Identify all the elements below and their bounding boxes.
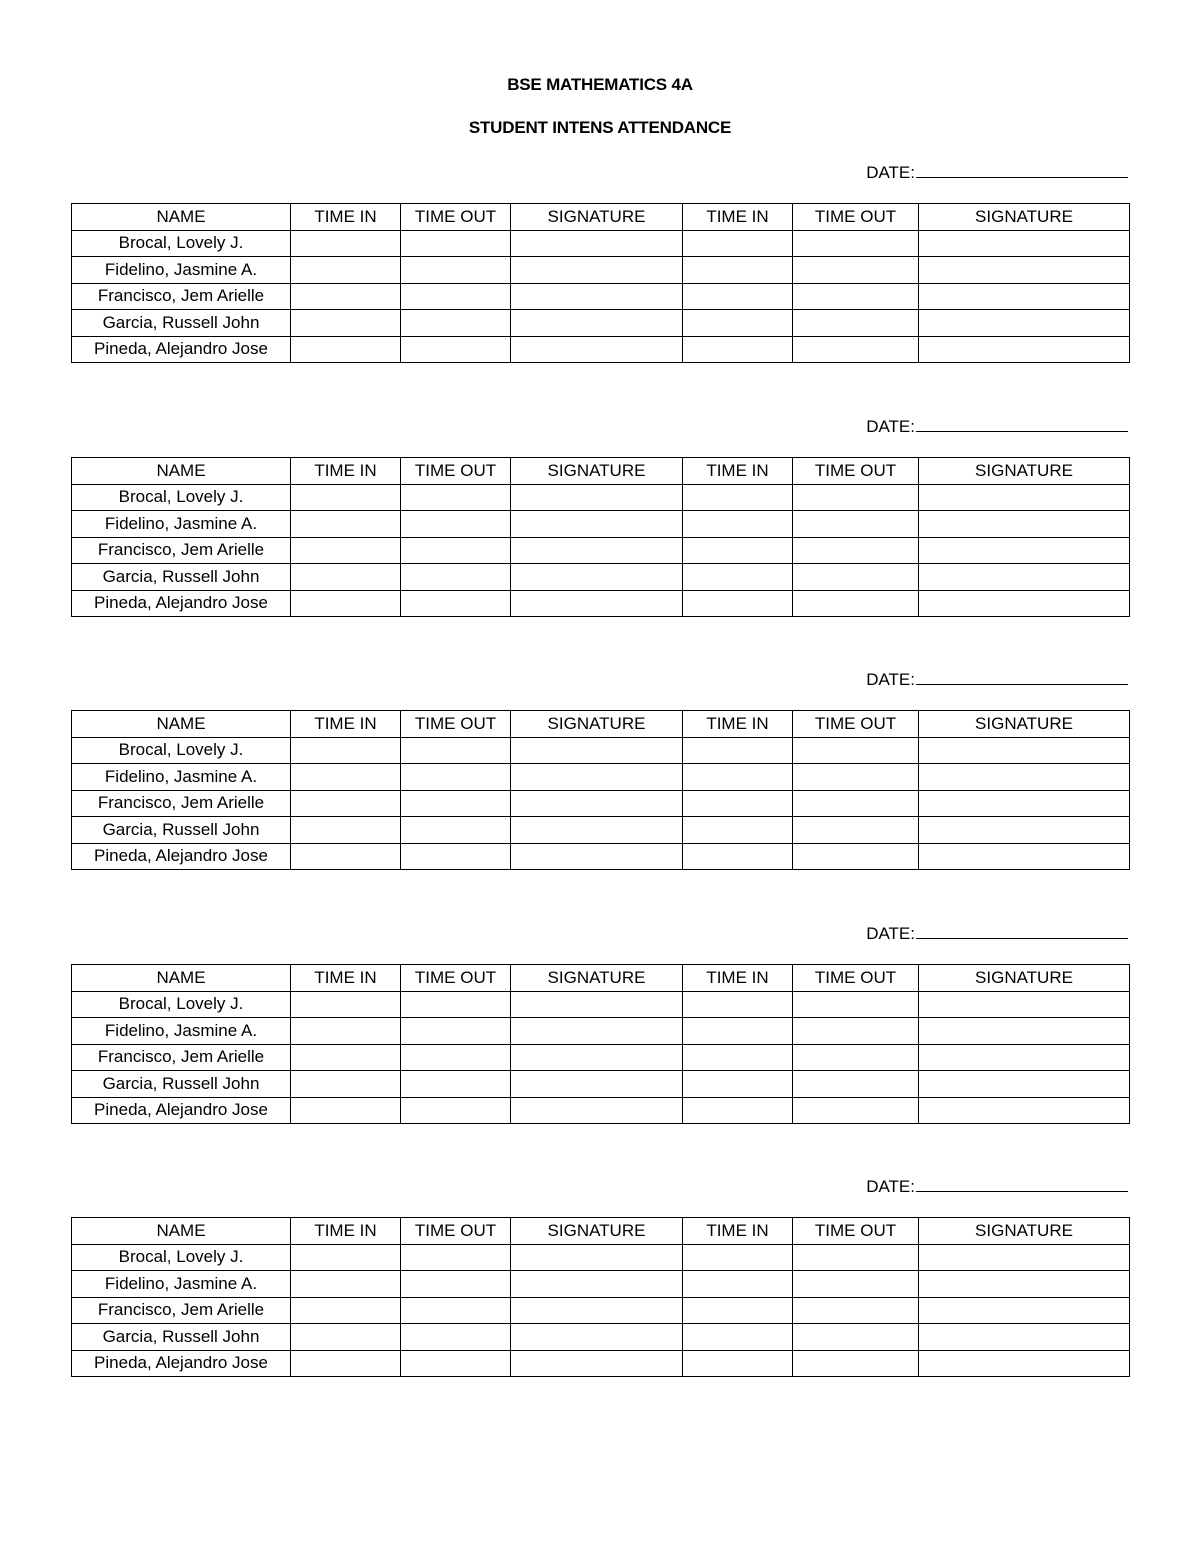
attendance-cell[interactable] <box>401 790 511 817</box>
attendance-cell[interactable] <box>919 991 1130 1018</box>
attendance-cell[interactable] <box>793 817 919 844</box>
attendance-cell[interactable] <box>793 537 919 564</box>
attendance-cell[interactable] <box>401 257 511 284</box>
attendance-cell[interactable] <box>919 1018 1130 1045</box>
attendance-cell[interactable] <box>401 817 511 844</box>
table-row <box>72 991 1130 1018</box>
attendance-cell[interactable] <box>793 257 919 284</box>
attendance-cell[interactable] <box>919 511 1130 538</box>
attendance-cell[interactable] <box>683 1350 793 1377</box>
attendance-cell[interactable] <box>511 1271 683 1298</box>
table-header-row <box>72 711 1130 738</box>
date-label: DATE: <box>866 670 915 689</box>
attendance-cell[interactable] <box>511 1297 683 1324</box>
attendance-cell[interactable] <box>511 564 683 591</box>
attendance-cell[interactable] <box>291 1271 401 1298</box>
column-header: NAME <box>72 204 291 231</box>
column-header: SIGNATURE <box>511 1218 683 1245</box>
attendance-cell[interactable] <box>919 1071 1130 1098</box>
column-header: TIME OUT <box>793 711 919 738</box>
attendance-cell[interactable] <box>919 737 1130 764</box>
attendance-cell[interactable] <box>511 310 683 337</box>
attendance-cell[interactable] <box>683 764 793 791</box>
date-field[interactable] <box>916 1177 1128 1192</box>
student-name: Garcia, Russell John <box>72 1071 291 1098</box>
student-name: Brocal, Lovely J. <box>72 737 291 764</box>
attendance-cell[interactable] <box>919 283 1130 310</box>
attendance-cell[interactable] <box>291 484 401 511</box>
attendance-cell[interactable] <box>511 817 683 844</box>
attendance-cell[interactable] <box>919 1297 1130 1324</box>
student-name: Pineda, Alejandro Jose <box>72 1350 291 1377</box>
table-row <box>72 257 1130 284</box>
attendance-cell[interactable] <box>683 1097 793 1124</box>
table-row <box>72 230 1130 257</box>
attendance-cell[interactable] <box>793 843 919 870</box>
attendance-cell[interactable] <box>793 590 919 617</box>
column-header: SIGNATURE <box>919 965 1130 992</box>
student-name: Brocal, Lovely J. <box>72 484 291 511</box>
student-name: Fidelino, Jasmine A. <box>72 1018 291 1045</box>
table-row <box>72 1044 1130 1071</box>
attendance-cell[interactable] <box>793 283 919 310</box>
attendance-cell[interactable] <box>511 1044 683 1071</box>
attendance-cell[interactable] <box>683 537 793 564</box>
student-name: Brocal, Lovely J. <box>72 991 291 1018</box>
column-header: NAME <box>72 965 291 992</box>
table-row <box>72 310 1130 337</box>
attendance-cell[interactable] <box>683 737 793 764</box>
attendance-cell[interactable] <box>919 1044 1130 1071</box>
attendance-cell[interactable] <box>919 564 1130 591</box>
attendance-cell[interactable] <box>511 1071 683 1098</box>
attendance-cell[interactable] <box>793 1244 919 1271</box>
course-title: BSE MATHEMATICS 4A <box>507 75 693 94</box>
column-header: TIME IN <box>683 1218 793 1245</box>
attendance-cell[interactable] <box>401 764 511 791</box>
student-name: Garcia, Russell John <box>72 817 291 844</box>
table-row <box>72 537 1130 564</box>
attendance-cell[interactable] <box>683 991 793 1018</box>
attendance-cell[interactable] <box>919 1350 1130 1377</box>
date-label: DATE: <box>866 1177 915 1196</box>
attendance-cell[interactable] <box>683 1018 793 1045</box>
attendance-cell[interactable] <box>291 1350 401 1377</box>
table-row <box>72 843 1130 870</box>
attendance-cell[interactable] <box>401 737 511 764</box>
table-row <box>72 1324 1130 1351</box>
attendance-cell[interactable] <box>511 1244 683 1271</box>
table-row <box>72 737 1130 764</box>
attendance-cell[interactable] <box>793 991 919 1018</box>
column-header: TIME OUT <box>401 1218 511 1245</box>
table-header-row <box>72 965 1130 992</box>
attendance-cell[interactable] <box>401 590 511 617</box>
attendance-cell[interactable] <box>511 991 683 1018</box>
attendance-cell[interactable] <box>919 310 1130 337</box>
attendance-cell[interactable] <box>683 283 793 310</box>
attendance-cell[interactable] <box>511 230 683 257</box>
attendance-cell[interactable] <box>291 257 401 284</box>
student-name: Brocal, Lovely J. <box>72 1244 291 1271</box>
attendance-cell[interactable] <box>401 1044 511 1071</box>
attendance-cell[interactable] <box>511 537 683 564</box>
attendance-cell[interactable] <box>511 764 683 791</box>
column-header: TIME IN <box>683 204 793 231</box>
attendance-cell[interactable] <box>401 283 511 310</box>
attendance-cell[interactable] <box>511 737 683 764</box>
column-header: TIME OUT <box>401 711 511 738</box>
attendance-cell[interactable] <box>511 590 683 617</box>
column-header: SIGNATURE <box>511 711 683 738</box>
table-header-row <box>72 458 1130 485</box>
attendance-cell[interactable] <box>683 1244 793 1271</box>
date-line <box>866 417 1128 437</box>
attendance-cell[interactable] <box>683 590 793 617</box>
column-header: SIGNATURE <box>511 965 683 992</box>
date-field[interactable] <box>916 417 1128 432</box>
attendance-cell[interactable] <box>401 336 511 363</box>
attendance-cell[interactable] <box>793 1271 919 1298</box>
attendance-cell[interactable] <box>291 1244 401 1271</box>
column-header: SIGNATURE <box>919 1218 1130 1245</box>
attendance-cell[interactable] <box>793 1018 919 1045</box>
table-header-row <box>72 204 1130 231</box>
attendance-cell[interactable] <box>291 1097 401 1124</box>
attendance-cell[interactable] <box>793 564 919 591</box>
date-field[interactable] <box>916 163 1128 178</box>
column-header: TIME IN <box>291 1218 401 1245</box>
attendance-table <box>71 964 1130 1124</box>
attendance-cell[interactable] <box>401 1271 511 1298</box>
attendance-cell[interactable] <box>511 283 683 310</box>
student-name: Fidelino, Jasmine A. <box>72 257 291 284</box>
table-row <box>72 817 1130 844</box>
attendance-cell[interactable] <box>683 1071 793 1098</box>
attendance-cell[interactable] <box>511 511 683 538</box>
column-header: TIME IN <box>291 204 401 231</box>
table-header-row <box>72 1218 1130 1245</box>
attendance-cell[interactable] <box>291 511 401 538</box>
attendance-cell[interactable] <box>511 843 683 870</box>
attendance-cell[interactable] <box>291 790 401 817</box>
attendance-cell[interactable] <box>401 1071 511 1098</box>
table-row <box>72 1071 1130 1098</box>
attendance-cell[interactable] <box>511 1324 683 1351</box>
attendance-cell[interactable] <box>919 1271 1130 1298</box>
attendance-cell[interactable] <box>683 817 793 844</box>
attendance-cell[interactable] <box>793 1324 919 1351</box>
student-name: Fidelino, Jasmine A. <box>72 764 291 791</box>
attendance-cell[interactable] <box>291 230 401 257</box>
column-header: TIME OUT <box>401 965 511 992</box>
column-header: NAME <box>72 458 291 485</box>
table-row <box>72 1097 1130 1124</box>
attendance-cell[interactable] <box>401 991 511 1018</box>
attendance-cell[interactable] <box>793 230 919 257</box>
student-name: Garcia, Russell John <box>72 1324 291 1351</box>
attendance-cell[interactable] <box>291 590 401 617</box>
column-header: TIME OUT <box>401 458 511 485</box>
column-header: SIGNATURE <box>919 711 1130 738</box>
attendance-cell[interactable] <box>401 1297 511 1324</box>
column-header: TIME IN <box>291 711 401 738</box>
student-name: Pineda, Alejandro Jose <box>72 590 291 617</box>
attendance-cell[interactable] <box>793 1097 919 1124</box>
column-header: TIME OUT <box>793 458 919 485</box>
attendance-cell[interactable] <box>401 1018 511 1045</box>
student-name: Brocal, Lovely J. <box>72 230 291 257</box>
table-row <box>72 336 1130 363</box>
attendance-cell[interactable] <box>291 1324 401 1351</box>
attendance-cell[interactable] <box>683 484 793 511</box>
attendance-cell[interactable] <box>401 1244 511 1271</box>
attendance-cell[interactable] <box>683 564 793 591</box>
student-name: Francisco, Jem Arielle <box>72 1044 291 1071</box>
attendance-cell[interactable] <box>793 790 919 817</box>
attendance-cell[interactable] <box>401 843 511 870</box>
column-header: TIME OUT <box>793 204 919 231</box>
attendance-cell[interactable] <box>291 1018 401 1045</box>
attendance-cell[interactable] <box>683 1324 793 1351</box>
table-row <box>72 1297 1130 1324</box>
attendance-table <box>71 710 1130 870</box>
attendance-cell[interactable] <box>793 336 919 363</box>
attendance-cell[interactable] <box>401 310 511 337</box>
attendance-cell[interactable] <box>919 843 1130 870</box>
attendance-cell[interactable] <box>793 1350 919 1377</box>
attendance-cell[interactable] <box>401 1324 511 1351</box>
attendance-cell[interactable] <box>683 1271 793 1298</box>
student-name: Fidelino, Jasmine A. <box>72 511 291 538</box>
attendance-cell[interactable] <box>291 817 401 844</box>
attendance-cell[interactable] <box>919 790 1130 817</box>
student-name: Francisco, Jem Arielle <box>72 537 291 564</box>
attendance-cell[interactable] <box>291 764 401 791</box>
attendance-cell[interactable] <box>401 564 511 591</box>
attendance-cell[interactable] <box>793 1044 919 1071</box>
column-header: SIGNATURE <box>919 458 1130 485</box>
date-field[interactable] <box>916 924 1128 939</box>
table-row <box>72 1244 1130 1271</box>
attendance-cell[interactable] <box>683 790 793 817</box>
student-name: Garcia, Russell John <box>72 564 291 591</box>
column-header: TIME OUT <box>793 1218 919 1245</box>
student-name: Francisco, Jem Arielle <box>72 1297 291 1324</box>
table-row <box>72 511 1130 538</box>
attendance-cell[interactable] <box>919 1244 1130 1271</box>
attendance-cell[interactable] <box>683 1044 793 1071</box>
attendance-table <box>71 1217 1130 1377</box>
column-header: SIGNATURE <box>511 204 683 231</box>
column-header: NAME <box>72 1218 291 1245</box>
student-name: Pineda, Alejandro Jose <box>72 336 291 363</box>
attendance-cell[interactable] <box>511 484 683 511</box>
attendance-cell[interactable] <box>793 737 919 764</box>
attendance-cell[interactable] <box>291 843 401 870</box>
attendance-cell[interactable] <box>511 257 683 284</box>
attendance-cell[interactable] <box>793 310 919 337</box>
attendance-cell[interactable] <box>793 1071 919 1098</box>
table-row <box>72 283 1130 310</box>
student-name: Fidelino, Jasmine A. <box>72 1271 291 1298</box>
date-line <box>866 670 1128 690</box>
attendance-cell[interactable] <box>683 310 793 337</box>
table-row <box>72 790 1130 817</box>
attendance-cell[interactable] <box>401 537 511 564</box>
attendance-cell[interactable] <box>511 790 683 817</box>
attendance-cell[interactable] <box>793 764 919 791</box>
attendance-cell[interactable] <box>793 511 919 538</box>
table-row <box>72 1018 1130 1045</box>
attendance-cell[interactable] <box>291 1297 401 1324</box>
attendance-cell[interactable] <box>793 1297 919 1324</box>
date-line <box>866 163 1128 183</box>
attendance-cell[interactable] <box>919 537 1130 564</box>
attendance-table <box>71 203 1130 363</box>
attendance-cell[interactable] <box>291 737 401 764</box>
attendance-cell[interactable] <box>683 257 793 284</box>
table-row <box>72 1350 1130 1377</box>
attendance-cell[interactable] <box>401 1097 511 1124</box>
attendance-cell[interactable] <box>683 511 793 538</box>
attendance-cell[interactable] <box>401 230 511 257</box>
attendance-cell[interactable] <box>683 336 793 363</box>
student-name: Francisco, Jem Arielle <box>72 790 291 817</box>
attendance-cell[interactable] <box>291 537 401 564</box>
table-row <box>72 1271 1130 1298</box>
attendance-cell[interactable] <box>401 511 511 538</box>
attendance-cell[interactable] <box>511 1350 683 1377</box>
student-name: Garcia, Russell John <box>72 310 291 337</box>
column-header: SIGNATURE <box>919 204 1130 231</box>
attendance-cell[interactable] <box>683 843 793 870</box>
column-header: TIME IN <box>683 711 793 738</box>
attendance-cell[interactable] <box>919 764 1130 791</box>
attendance-cell[interactable] <box>401 1350 511 1377</box>
column-header: TIME IN <box>291 458 401 485</box>
attendance-cell[interactable] <box>401 484 511 511</box>
column-header: TIME OUT <box>793 965 919 992</box>
attendance-cell[interactable] <box>291 310 401 337</box>
attendance-cell[interactable] <box>291 1044 401 1071</box>
column-header: TIME IN <box>683 458 793 485</box>
attendance-cell[interactable] <box>919 590 1130 617</box>
attendance-cell[interactable] <box>919 1097 1130 1124</box>
sheet-title: STUDENT INTENS ATTENDANCE <box>468 118 732 137</box>
column-header: TIME IN <box>291 965 401 992</box>
attendance-cell[interactable] <box>919 257 1130 284</box>
attendance-table <box>71 457 1130 617</box>
date-field[interactable] <box>916 670 1128 685</box>
table-row <box>72 484 1130 511</box>
attendance-cell[interactable] <box>919 817 1130 844</box>
column-header: NAME <box>72 711 291 738</box>
attendance-cell[interactable] <box>511 336 683 363</box>
attendance-cell[interactable] <box>683 1297 793 1324</box>
column-header: TIME IN <box>683 965 793 992</box>
column-header: SIGNATURE <box>511 458 683 485</box>
attendance-cell[interactable] <box>291 564 401 591</box>
column-header: TIME OUT <box>401 204 511 231</box>
attendance-cell[interactable] <box>511 1018 683 1045</box>
date-label: DATE: <box>866 163 915 182</box>
attendance-cell[interactable] <box>919 336 1130 363</box>
attendance-cell[interactable] <box>291 1071 401 1098</box>
attendance-cell[interactable] <box>683 230 793 257</box>
table-row <box>72 590 1130 617</box>
date-label: DATE: <box>866 417 915 436</box>
date-label: DATE: <box>866 924 915 943</box>
student-name: Pineda, Alejandro Jose <box>72 843 291 870</box>
student-name: Pineda, Alejandro Jose <box>72 1097 291 1124</box>
attendance-cell[interactable] <box>919 1324 1130 1351</box>
table-row <box>72 764 1130 791</box>
date-line <box>866 924 1128 944</box>
attendance-cell[interactable] <box>793 484 919 511</box>
attendance-cell[interactable] <box>919 230 1130 257</box>
attendance-cell[interactable] <box>919 484 1130 511</box>
attendance-cell[interactable] <box>291 283 401 310</box>
attendance-cell[interactable] <box>291 991 401 1018</box>
table-row <box>72 564 1130 591</box>
attendance-cell[interactable] <box>291 336 401 363</box>
attendance-cell[interactable] <box>511 1097 683 1124</box>
date-line <box>866 1177 1128 1197</box>
student-name: Francisco, Jem Arielle <box>72 283 291 310</box>
